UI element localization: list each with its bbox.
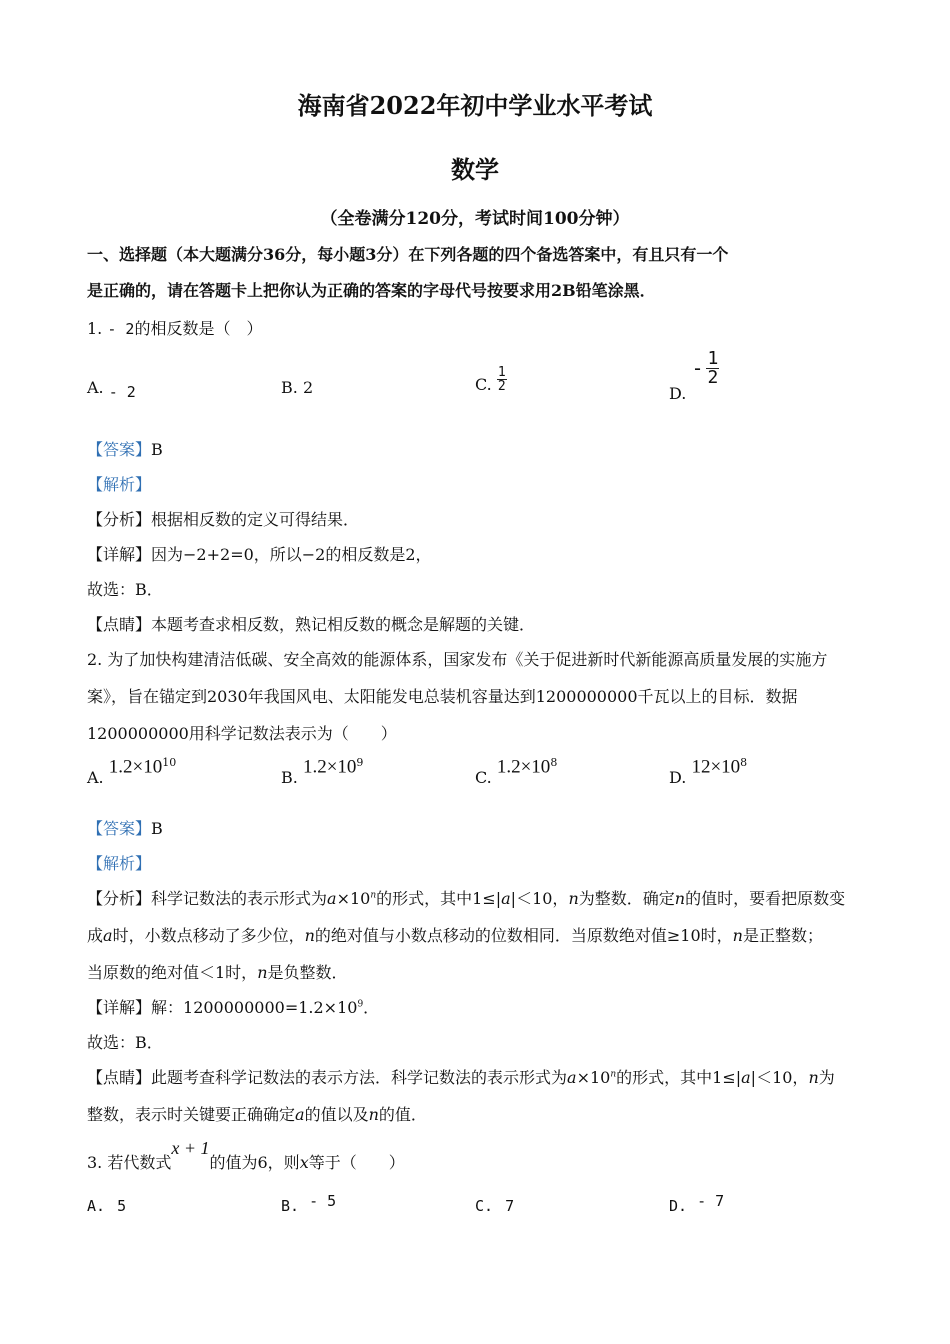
answer-tag: 【答案】 xyxy=(87,440,152,459)
q1-answer-value: B xyxy=(151,440,163,459)
q2-option-b-exponent: 9 xyxy=(356,756,364,769)
var-n: n xyxy=(304,926,315,945)
q2-stem-line1: 2. 为了加快构建清洁低碳、安全高效的能源体系，国家发布《关于促进新时代新能源高质量发展的实施方 xyxy=(87,650,828,669)
q2-fenxi-line1 xyxy=(87,886,845,909)
q1-option-a xyxy=(87,378,136,401)
q1-option-c-denominator: 2 xyxy=(497,379,506,394)
q2-dianjing-text: 整数，表示时关键要正确确定 xyxy=(87,1105,296,1124)
q2-dianjing-line2 xyxy=(87,1102,427,1125)
q1-option-c xyxy=(475,366,507,393)
q1-option-c-numerator: 1 xyxy=(497,365,506,380)
dianjing-tag: 【点睛】 xyxy=(87,1068,152,1087)
q2-option-b-label: B. xyxy=(281,768,303,788)
q2-dianjing-text: ×10 xyxy=(576,1068,611,1087)
var-a: a xyxy=(327,889,337,908)
q2-dianjing-text: 此题考查科学记数法的表示方法．科学记数法的表示形式为 xyxy=(151,1068,568,1087)
var-a: a xyxy=(741,1068,751,1087)
q3-stem-end: 等于（ ） xyxy=(308,1153,405,1172)
q2-option-c-label: C. xyxy=(475,768,497,788)
dianjing-tag: 【点睛】 xyxy=(87,615,152,634)
q2-xiangjie-text: ． xyxy=(363,998,380,1017)
q3-option-c-label: C. xyxy=(475,1197,494,1215)
q2-stem-line2: 案》，旨在锚定到2030年我国风电、太阳能发电总装机容量达到1200000000千瓦以上的目标．数据 xyxy=(87,687,798,706)
q2-xiangjie xyxy=(87,995,379,1018)
q1-answer xyxy=(87,437,163,460)
q1-dianjing-text: 本题考查求相反数，熟记相反数的概念是解题的关键． xyxy=(151,615,536,634)
q1-stem-math: - 2 xyxy=(107,320,135,338)
q3-option-d xyxy=(669,1192,725,1215)
xiangjie-tag: 【详解】 xyxy=(87,998,152,1017)
q1-option-b xyxy=(281,378,313,397)
q1-guxuan: 故选：B． xyxy=(87,580,163,599)
q2-option-a xyxy=(87,756,177,788)
q2-fenxi-line2 xyxy=(87,923,823,946)
var-n: n xyxy=(808,1068,819,1087)
q3-option-c-value: 7 xyxy=(505,1197,515,1215)
q2-option-d xyxy=(669,756,748,788)
q1-option-d-sign: - xyxy=(691,356,704,380)
var-n: n xyxy=(568,889,579,908)
q1-option-d-fraction xyxy=(706,350,719,387)
answer-tag: 【答案】 xyxy=(87,819,152,838)
q1-xiangjie xyxy=(87,542,432,565)
q2-answer-value: B xyxy=(151,819,163,838)
q1-dianjing xyxy=(87,612,535,635)
q3-option-d-value: - 7 xyxy=(697,1192,725,1210)
var-n-exponent: n xyxy=(370,890,377,901)
fenxi-tag: 【分析】 xyxy=(87,510,152,529)
q2-fenxi-text: 的值时，要看把原数变 xyxy=(685,889,846,908)
q1-option-c-fraction xyxy=(497,366,507,393)
subject-title: 数学 xyxy=(451,155,499,184)
q2-option-c-exponent: 8 xyxy=(550,756,558,769)
q2-fenxi-text: |＜10， xyxy=(510,889,569,908)
q2-dianjing-text: 的形式，其中1≤| xyxy=(616,1068,742,1087)
fenxi-tag: 【分析】 xyxy=(87,889,152,908)
q1-option-d xyxy=(669,348,719,403)
q2-fenxi-text: 的绝对值与小数点移动的位数相同．当原数绝对值≥10时， xyxy=(314,926,733,945)
var-n: n xyxy=(674,889,686,908)
q1-option-d-label: D. xyxy=(669,384,692,403)
q3-option-a-label: A. xyxy=(87,1197,106,1215)
var-a: a xyxy=(295,1105,305,1124)
q1-option-a-value: - 2 xyxy=(108,383,136,401)
q3-option-a xyxy=(87,1197,126,1215)
q2-option-a-exponent: 10 xyxy=(162,756,177,769)
q2-fenxi-text: ×10 xyxy=(336,889,371,908)
q3-stem-prefix: 3. 若代数式 xyxy=(87,1153,172,1172)
q2-option-b-base: 1.2×10 xyxy=(302,756,357,778)
exam-note: （全卷满分120分，考试时间100分钟） xyxy=(320,209,630,229)
q1-xiangjie-text: 因为−2+2=0，所以−2的相反数是2， xyxy=(151,545,432,564)
q3-option-b xyxy=(281,1192,337,1215)
q2-dianjing-text: |＜10， xyxy=(750,1068,809,1087)
q1-stem-text: 的相反数是（ ） xyxy=(134,319,263,338)
exam-title: 海南省2022年初中学业水平考试 xyxy=(297,91,653,120)
q3-option-b-value: - 5 xyxy=(309,1192,337,1210)
q3-expression: x + 1 xyxy=(171,1138,210,1158)
q2-option-d-base: 12×10 xyxy=(691,756,741,778)
q1-option-d-numerator: 1 xyxy=(707,348,719,369)
q1-option-b-value: 2 xyxy=(302,378,314,397)
q2-option-c-base: 1.2×10 xyxy=(496,756,551,778)
xiangjie-tag: 【详解】 xyxy=(87,545,152,564)
q2-answer xyxy=(87,816,163,839)
q1-option-b-label: B. xyxy=(281,378,303,397)
q3-option-c xyxy=(475,1197,514,1215)
q1-option-c-label: C. xyxy=(475,375,497,394)
section-instruction-line1: 一、选择题（本大题满分36分，每小题3分）在下列各题的四个备选答案中，有且只有一个 xyxy=(87,245,729,264)
var-n: n xyxy=(368,1105,379,1124)
q2-dianjing-text: 的值以及 xyxy=(304,1105,369,1124)
q2-analysis-tag: 【解析】 xyxy=(87,854,152,873)
q2-fenxi-text: 为整数．确定 xyxy=(578,889,675,908)
q2-xiangjie-text: 解：1200000000=1.2×10 xyxy=(151,998,358,1017)
q1-number: 1. xyxy=(87,319,108,338)
q2-fenxi-text: 是负整数． xyxy=(267,963,348,982)
q2-dianjing-line1 xyxy=(87,1065,835,1088)
q2-fenxi-text: 时，小数点移动了多少位， xyxy=(112,926,305,945)
var-a: a xyxy=(567,1068,577,1087)
q2-option-c xyxy=(475,756,558,788)
q2-option-a-label: A. xyxy=(87,768,109,788)
q1-option-a-label: A. xyxy=(87,378,109,397)
var-a: a xyxy=(103,926,113,945)
q2-option-a-base: 1.2×10 xyxy=(108,756,163,778)
q3-stem xyxy=(87,1138,405,1173)
q2-guxuan: 故选：B． xyxy=(87,1033,163,1052)
var-x: x xyxy=(299,1153,309,1172)
section-instruction-line2: 是正确的，请在答题卡上把你认为正确的答案的字母代号按要求用2B铅笔涂黑． xyxy=(87,281,656,300)
q2-option-b xyxy=(281,756,364,788)
q2-dianjing-text: 为 xyxy=(818,1068,835,1087)
q2-fenxi-text: 是正整数； xyxy=(742,926,823,945)
var-n-exponent: n xyxy=(610,1069,617,1080)
q2-xiangjie-exponent: 9 xyxy=(357,999,364,1010)
var-n: n xyxy=(732,926,743,945)
q1-option-d-denominator: 2 xyxy=(707,367,719,388)
var-a: a xyxy=(501,889,511,908)
q2-fenxi-text: 的形式，其中1≤| xyxy=(376,889,502,908)
q2-dianjing-text: 的值． xyxy=(378,1105,427,1124)
var-n: n xyxy=(257,963,268,982)
q1-stem xyxy=(87,316,262,339)
q2-fenxi-text: 当原数的绝对值＜1时， xyxy=(87,963,258,982)
q3-option-d-label: D. xyxy=(669,1197,688,1215)
q2-option-d-exponent: 8 xyxy=(740,756,748,769)
q1-fenxi xyxy=(87,507,359,530)
q3-option-a-value: 5 xyxy=(117,1197,127,1215)
q2-stem-line3: 1200000000用科学记数法表示为（ ） xyxy=(87,724,397,743)
q1-analysis-tag: 【解析】 xyxy=(87,475,152,494)
q2-fenxi-line3 xyxy=(87,960,348,983)
q2-option-d-label: D. xyxy=(669,768,692,788)
q2-fenxi-text: 成 xyxy=(87,926,104,945)
q3-stem-mid: 的值为6，则 xyxy=(209,1153,300,1172)
q3-option-b-label: B. xyxy=(281,1197,300,1215)
q2-fenxi-text: 科学记数法的表示形式为 xyxy=(151,889,328,908)
q1-fenxi-text: 根据相反数的定义可得结果． xyxy=(151,510,360,529)
